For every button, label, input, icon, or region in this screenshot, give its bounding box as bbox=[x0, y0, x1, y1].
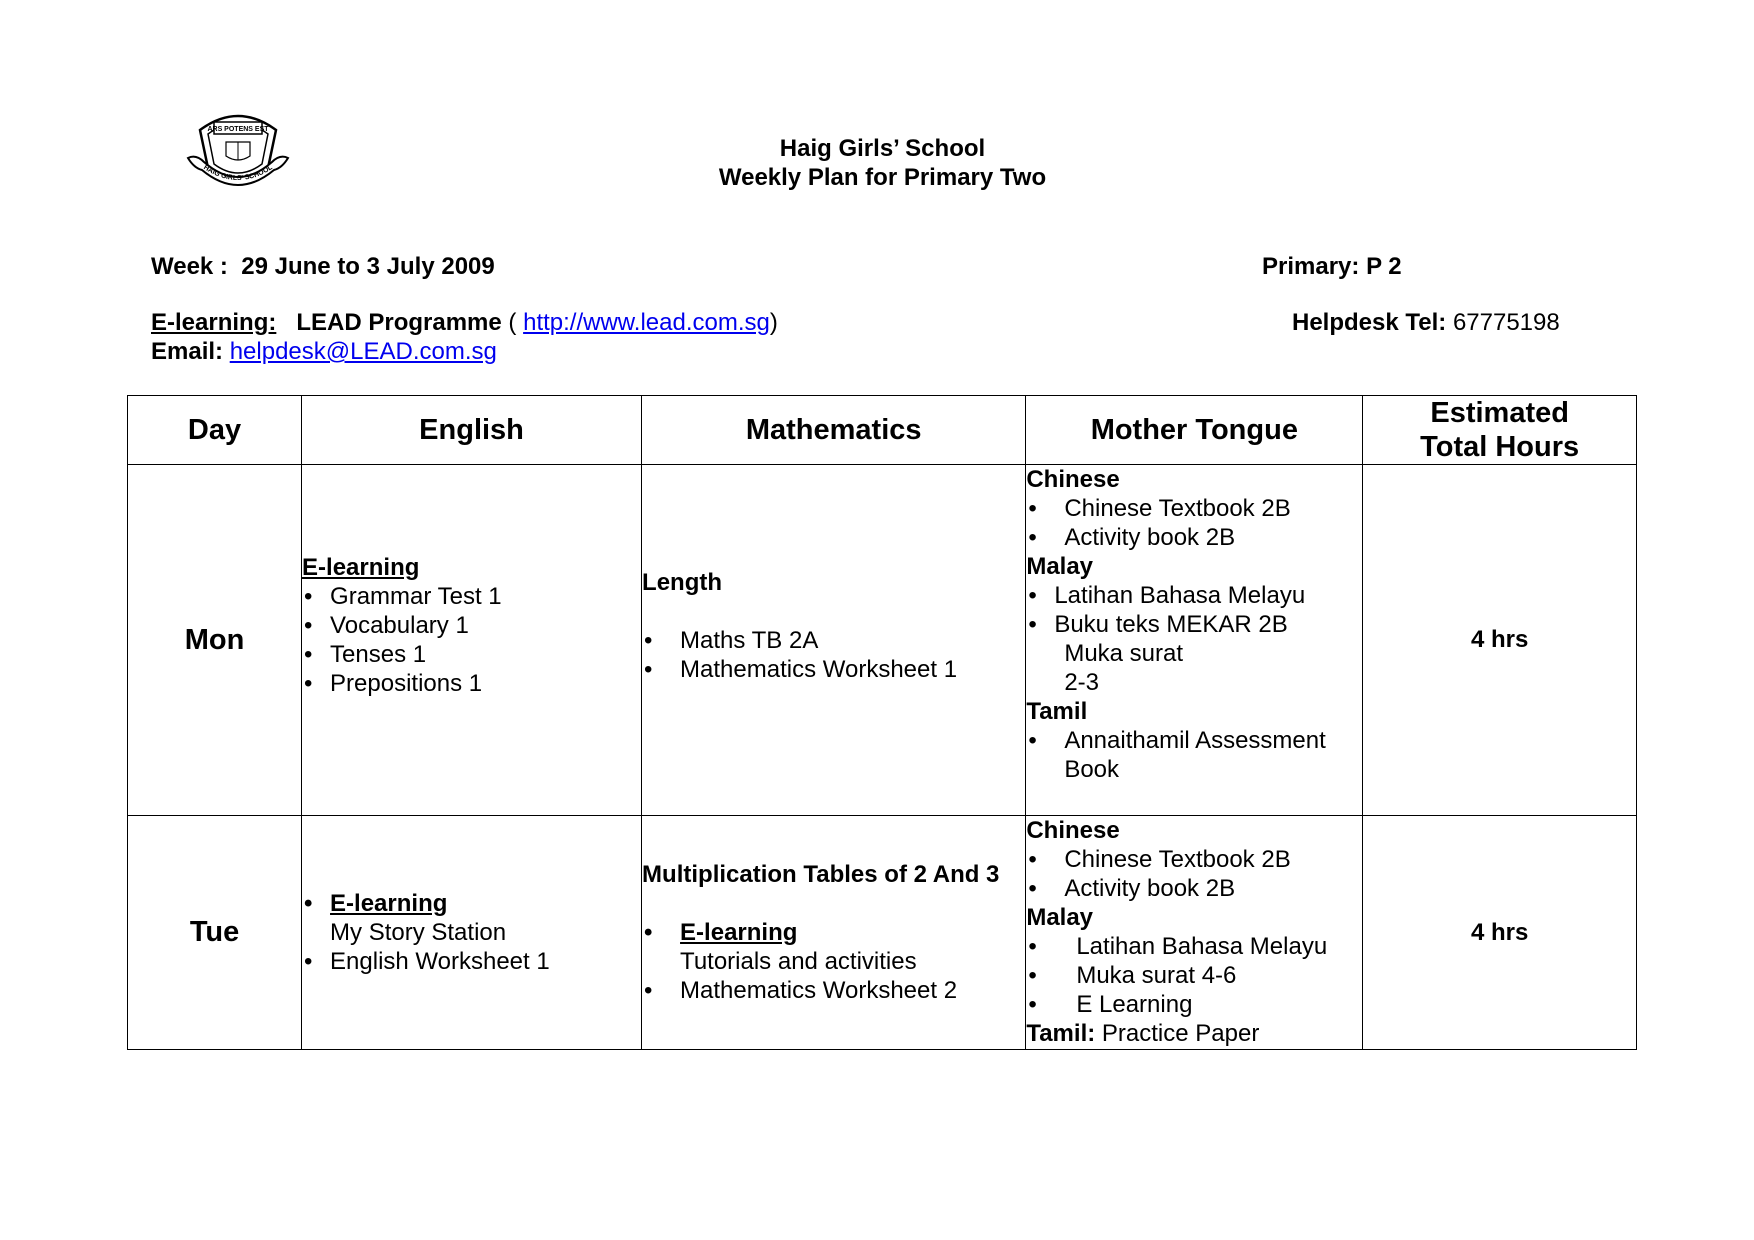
chinese-heading: Chinese bbox=[1026, 817, 1120, 844]
hours-cell: 4 hrs bbox=[1363, 465, 1637, 816]
plan-title: Weekly Plan for Primary Two bbox=[718, 164, 1047, 191]
helpdesk-line bbox=[1292, 308, 1560, 337]
chinese-heading: Chinese bbox=[1026, 466, 1120, 493]
primary-line bbox=[1262, 252, 1402, 281]
list-item: • Annaithamil Assessment bbox=[1026, 726, 1362, 755]
mother-tongue-cell bbox=[1026, 465, 1363, 816]
list-item: • Chinese Textbook 2B bbox=[1026, 845, 1362, 874]
list-item: • Activity book 2B bbox=[1026, 523, 1362, 552]
list-item: • Prepositions 1 bbox=[302, 669, 641, 698]
list-item: • Activity book 2B bbox=[1026, 874, 1362, 903]
programme-name: LEAD Programme bbox=[296, 309, 502, 336]
english-sub: My Story Station bbox=[330, 919, 507, 946]
malay-heading: Malay bbox=[1026, 553, 1094, 580]
helpdesk-value: 67775198 bbox=[1452, 309, 1560, 336]
helpdesk-label: Helpdesk Tel: bbox=[1292, 309, 1447, 336]
english-cell bbox=[302, 816, 642, 1050]
weekly-plan-table bbox=[127, 395, 1637, 1050]
list-item: • Chinese Textbook 2B bbox=[1026, 494, 1362, 523]
day-cell: Tue bbox=[128, 816, 302, 1050]
list-item: • Latihan Bahasa Melayu bbox=[1026, 581, 1362, 610]
school-crest-logo bbox=[186, 108, 290, 192]
list-item: • Tenses 1 bbox=[302, 640, 641, 669]
header-estimated-hours: Estimated Total Hours bbox=[1363, 396, 1637, 465]
list-item: • Muka surat 4-6 bbox=[1026, 961, 1362, 990]
list-item: • Mathematics Worksheet 1 bbox=[642, 655, 1025, 684]
primary-label: Primary: bbox=[1262, 253, 1360, 280]
document-title bbox=[600, 134, 1165, 192]
svg-text:ARS POTENS EST: ARS POTENS EST bbox=[207, 126, 269, 133]
header-english: English bbox=[302, 396, 642, 465]
english-heading: • E-learning bbox=[302, 889, 641, 918]
tamil-line bbox=[1026, 1019, 1362, 1048]
english-heading: E-learning bbox=[302, 554, 420, 581]
malay-continuation: Muka surat bbox=[1064, 640, 1184, 667]
table-header-row bbox=[128, 396, 1637, 465]
list-item: • Vocabulary 1 bbox=[302, 611, 641, 640]
maths-elearning: • E-learning bbox=[642, 918, 1025, 947]
maths-sub: Tutorials and activities bbox=[680, 948, 917, 975]
elearning-line bbox=[151, 308, 778, 337]
maths-list bbox=[642, 626, 1025, 684]
elearning-label: E-learning: bbox=[151, 309, 277, 336]
table-row bbox=[128, 465, 1637, 816]
school-name: Haig Girls’ School bbox=[779, 135, 986, 162]
mother-tongue-cell bbox=[1026, 816, 1363, 1050]
list-item: • Grammar Test 1 bbox=[302, 582, 641, 611]
day-cell: Mon bbox=[128, 465, 302, 816]
lead-url-link[interactable]: http://www.lead.com.sg bbox=[523, 309, 770, 336]
header-day: Day bbox=[128, 396, 302, 465]
tamil-heading: Tamil bbox=[1026, 698, 1088, 725]
english-list bbox=[302, 582, 641, 698]
list-item: • Buku teks MEKAR 2B bbox=[1026, 610, 1362, 639]
tamil-continuation: Book bbox=[1064, 756, 1120, 783]
paren-open: ( bbox=[508, 309, 517, 336]
week-line bbox=[151, 252, 495, 281]
maths-cell bbox=[642, 465, 1026, 816]
maths-heading: Multiplication Tables of 2 And 3 bbox=[642, 861, 1000, 888]
list-item: • English Worksheet 1 bbox=[302, 947, 641, 976]
tamil-heading: Tamil: bbox=[1026, 1020, 1096, 1047]
english-cell bbox=[302, 465, 642, 816]
email-label: Email: bbox=[151, 338, 224, 365]
malay-heading: Malay bbox=[1026, 904, 1094, 931]
header-mother-tongue: Mother Tongue bbox=[1026, 396, 1363, 465]
maths-cell bbox=[642, 816, 1026, 1050]
maths-heading: Length bbox=[642, 568, 723, 596]
list-item: • Mathematics Worksheet 2 bbox=[642, 976, 1025, 1005]
list-item: • Latihan Bahasa Melayu bbox=[1026, 932, 1362, 961]
svg-text:HAIG GIRLS' SCHOOL: HAIG GIRLS' SCHOOL bbox=[202, 164, 274, 183]
primary-value: P 2 bbox=[1366, 253, 1402, 280]
list-item: • Maths TB 2A bbox=[642, 626, 1025, 655]
week-label: Week : bbox=[151, 253, 228, 280]
paren-close: ) bbox=[769, 309, 778, 336]
list-item: • E Learning bbox=[1026, 990, 1362, 1019]
malay-continuation: 2-3 bbox=[1064, 669, 1100, 696]
email-link[interactable]: helpdesk@LEAD.com.sg bbox=[229, 338, 497, 365]
table-row bbox=[128, 816, 1637, 1050]
tamil-value: Practice Paper bbox=[1101, 1020, 1260, 1047]
email-line bbox=[151, 337, 497, 366]
header-mathematics: Mathematics bbox=[642, 396, 1026, 465]
week-value: 29 June to 3 July 2009 bbox=[241, 253, 495, 280]
hours-cell: 4 hrs bbox=[1363, 816, 1637, 1050]
